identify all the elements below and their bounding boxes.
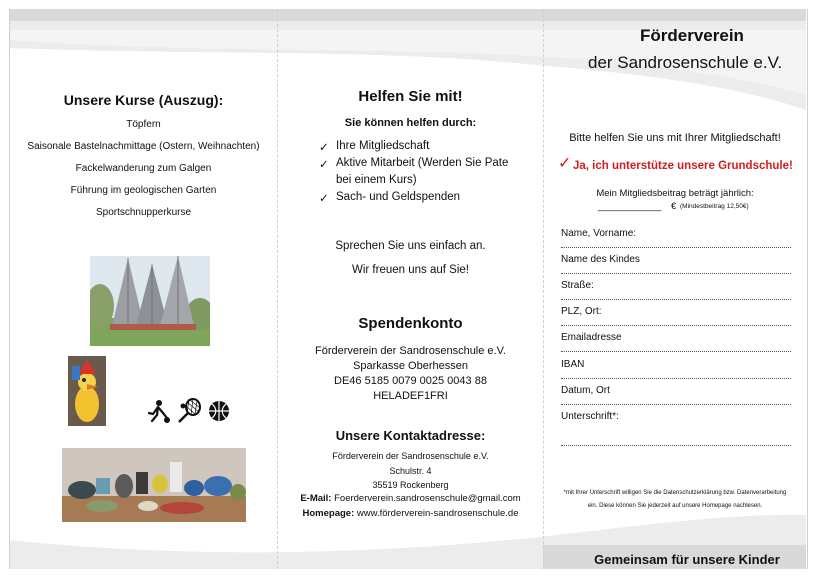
checkmark-icon: ✓ <box>319 142 329 154</box>
donation-line: Sparkasse Oberhessen <box>353 360 468 372</box>
field-child-name: Name des Kindes <box>561 254 640 265</box>
input-line-iban[interactable] <box>561 378 791 379</box>
basketball-icon <box>209 401 229 421</box>
sport-icons <box>145 398 235 424</box>
checkmark-icon: ✓ <box>319 159 329 171</box>
donation-line: Förderverein der Sandrosenschule e.V. <box>315 345 506 357</box>
title-school: der Sandrosenschule e.V. <box>588 53 783 72</box>
help-item: Aktive Mitarbeit (Werden Sie Pate <box>336 157 509 169</box>
help-heading: Helfen Sie mit! <box>358 88 463 105</box>
pottery-photo <box>62 448 246 522</box>
fee-line: Mein Mitgliedsbeitrag beträgt jährlich: <box>596 188 754 199</box>
fee-minimum: (Mindestbeitrag 12,50€) <box>680 203 749 210</box>
title-foerderverein: Förderverein <box>640 26 744 45</box>
course-item: Sportschnupperkurse <box>95 207 192 218</box>
input-line-name[interactable] <box>561 247 791 248</box>
field-name: Name, Vorname: <box>561 228 637 239</box>
tennis-icon <box>179 399 200 422</box>
field-street: Straße: <box>561 280 594 291</box>
membership-ask: Bitte helfen Sie uns mit Ihrer Mitgliedschaft! <box>569 132 781 144</box>
soccer-player-icon <box>149 400 170 423</box>
contact-line: Schulstr. 4 <box>389 466 432 476</box>
homepage-label: Homepage: <box>302 508 355 519</box>
school-building-photo <box>90 256 210 346</box>
donation-bic: HELADEF1FRI <box>373 390 448 402</box>
help-item: bei einem Kurs) <box>336 174 417 186</box>
field-iban: IBAN <box>561 359 585 370</box>
email-label: E-Mail: <box>300 493 332 504</box>
rooster-craft-photo <box>68 356 106 426</box>
course-item: Saisonale Bastelnachmittage (Ostern, Weihnachten) <box>27 141 260 152</box>
slogan: Gemeinsam für unsere Kinder <box>594 552 780 567</box>
contact-heading: Unsere Kontaktadresse: <box>335 428 486 443</box>
fold-line-2 <box>543 9 544 569</box>
fee-amount-field[interactable]: ____________ <box>598 201 662 212</box>
talk-line-2: Wir freuen uns auf Sie! <box>352 264 469 276</box>
help-subtitle: Sie können helfen durch: <box>344 117 477 129</box>
contact-line: 35519 Rockenberg <box>372 480 449 490</box>
checkmark-red-icon: ✓ <box>558 155 572 172</box>
input-line-street[interactable] <box>561 299 791 300</box>
input-line-zip-city[interactable] <box>561 325 791 326</box>
contact-line: Förderverein der Sandrosenschule e.V. <box>332 451 489 461</box>
footnote-line-1: *mit Ihrer Unterschrift willigen Sie die Datenschutzerklärung bzw. Datenverarbeitung <box>563 490 787 496</box>
courses-title <box>10 92 277 108</box>
courses-heading: Unsere Kurse (Auszug): <box>63 92 224 108</box>
talk-line-1: Sprechen Sie uns einfach an. <box>335 240 486 252</box>
checkmark-icon: ✓ <box>319 193 329 205</box>
course-item: Führung im geologischen Garten <box>70 185 217 196</box>
help-item: Ihre Mitgliedschaft <box>336 140 430 152</box>
help-title <box>278 88 543 105</box>
support-statement: Ja, ich unterstütze unsere Grundschule! <box>573 160 793 172</box>
input-line-email[interactable] <box>561 351 791 352</box>
donation-title <box>278 315 543 332</box>
donation-heading: Spendenkonto <box>358 315 463 332</box>
input-line-child-name[interactable] <box>561 273 791 274</box>
contact-title <box>278 428 543 443</box>
help-item: Sach- und Geldspenden <box>336 191 461 203</box>
fee-currency: € <box>671 201 677 212</box>
homepage-link[interactable]: www.förderverein-sandrosenschule.de <box>356 508 519 519</box>
footnote-line-2: ein. Diese können Sie jederzeit auf unsere Homepage nachlesen. <box>587 503 763 509</box>
course-item: Töpfern <box>126 119 161 130</box>
help-list <box>319 140 539 210</box>
field-date-place: Datum, Ort <box>561 385 610 396</box>
field-email: Emailadresse <box>561 332 622 343</box>
field-zip-city: PLZ, Ort: <box>561 306 602 317</box>
email-link[interactable]: Foerderverein.sandrosenschule@gmail.com <box>334 493 521 504</box>
input-line-signature[interactable] <box>561 445 791 446</box>
input-line-date-place[interactable] <box>561 404 791 405</box>
field-signature: Unterschrift*: <box>561 411 619 422</box>
donation-iban: DE46 5185 0079 0025 0043 88 <box>334 375 487 387</box>
course-item: Fackelwanderung zum Galgen <box>75 163 212 174</box>
email-row <box>278 493 543 504</box>
homepage-row <box>278 508 543 519</box>
